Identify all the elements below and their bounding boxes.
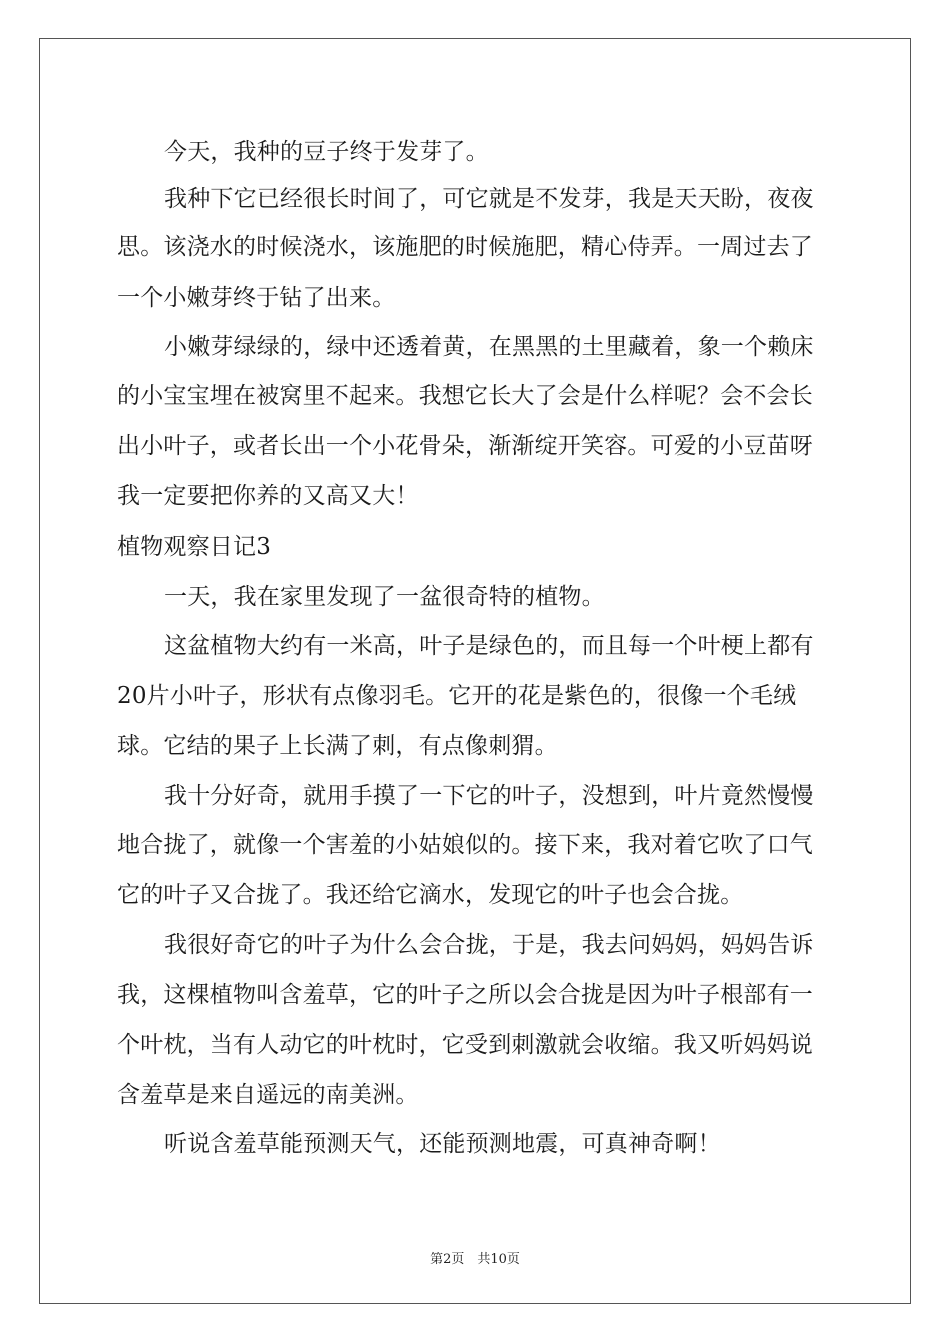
paragraph-line: 球。它结的果子上长满了刺，有点像刺猬。 xyxy=(117,733,558,759)
paragraph-line: 出小叶子，或者长出一个小花骨朵，渐渐绽开笑容。可爱的小豆苗呀 xyxy=(117,433,813,459)
paragraph-line: 我种下它已经很长时间了，可它就是不发芽，我是天天盼，夜夜 xyxy=(164,186,814,212)
paragraph-line: 今天，我种的豆子终于发芽了。 xyxy=(164,139,489,165)
paragraph-line: 我很好奇它的叶子为什么会合拢，于是，我去问妈妈，妈妈告诉 xyxy=(164,932,814,958)
paragraph-line: 它的叶子又合拢了。我还给它滴水，发现它的叶子也会合拢。 xyxy=(117,882,744,908)
paragraph-line: 一个小嫩芽终于钻了出来。 xyxy=(117,285,396,311)
paragraph-line: 含羞草是来自遥远的南美洲。 xyxy=(117,1082,419,1108)
paragraph-line: 这盆植物大约有一米高，叶子是绿色的，而且每一个叶梗上都有 xyxy=(164,633,814,659)
paragraph-line: 我，这棵植物叫含羞草，它的叶子之所以会合拢是因为叶子根部有一 xyxy=(117,982,813,1008)
paragraph-line: 我十分好奇，就用手摸了一下它的叶子，没想到，叶片竟然慢慢 xyxy=(164,783,814,809)
paragraph-line: 一天，我在家里发现了一盆很奇特的植物。 xyxy=(164,584,605,610)
paragraph-line: 思。该浇水的时候浇水，该施肥的时候施肥，精心侍弄。一周过去了 xyxy=(117,234,813,260)
page-footer: 第2页 共10页 xyxy=(430,1252,520,1267)
paragraph-line: 个叶枕，当有人动它的叶枕时，它受到刺激就会收缩。我又听妈妈说 xyxy=(117,1032,813,1058)
page-border xyxy=(39,38,911,1304)
paragraph-line: 的小宝宝埋在被窝里不起来。我想它长大了会是什么样呢？会不会长 xyxy=(117,383,813,409)
paragraph-line: 地合拢了，就像一个害羞的小姑娘似的。接下来，我对着它吹了口气 xyxy=(117,832,813,858)
section-heading: 植物观察日记3 xyxy=(117,534,272,560)
paragraph-line: 20片小叶子，形状有点像羽毛。它开的花是紫色的，很像一个毛绒 xyxy=(117,683,797,709)
paragraph-line: 小嫩芽绿绿的，绿中还透着黄，在黑黑的土里藏着，象一个赖床 xyxy=(164,334,814,360)
paragraph-line: 听说含羞草能预测天气，还能预测地震，可真神奇啊！ xyxy=(164,1131,721,1157)
paragraph-line: 我一定要把你养的又高又大！ xyxy=(117,483,419,509)
